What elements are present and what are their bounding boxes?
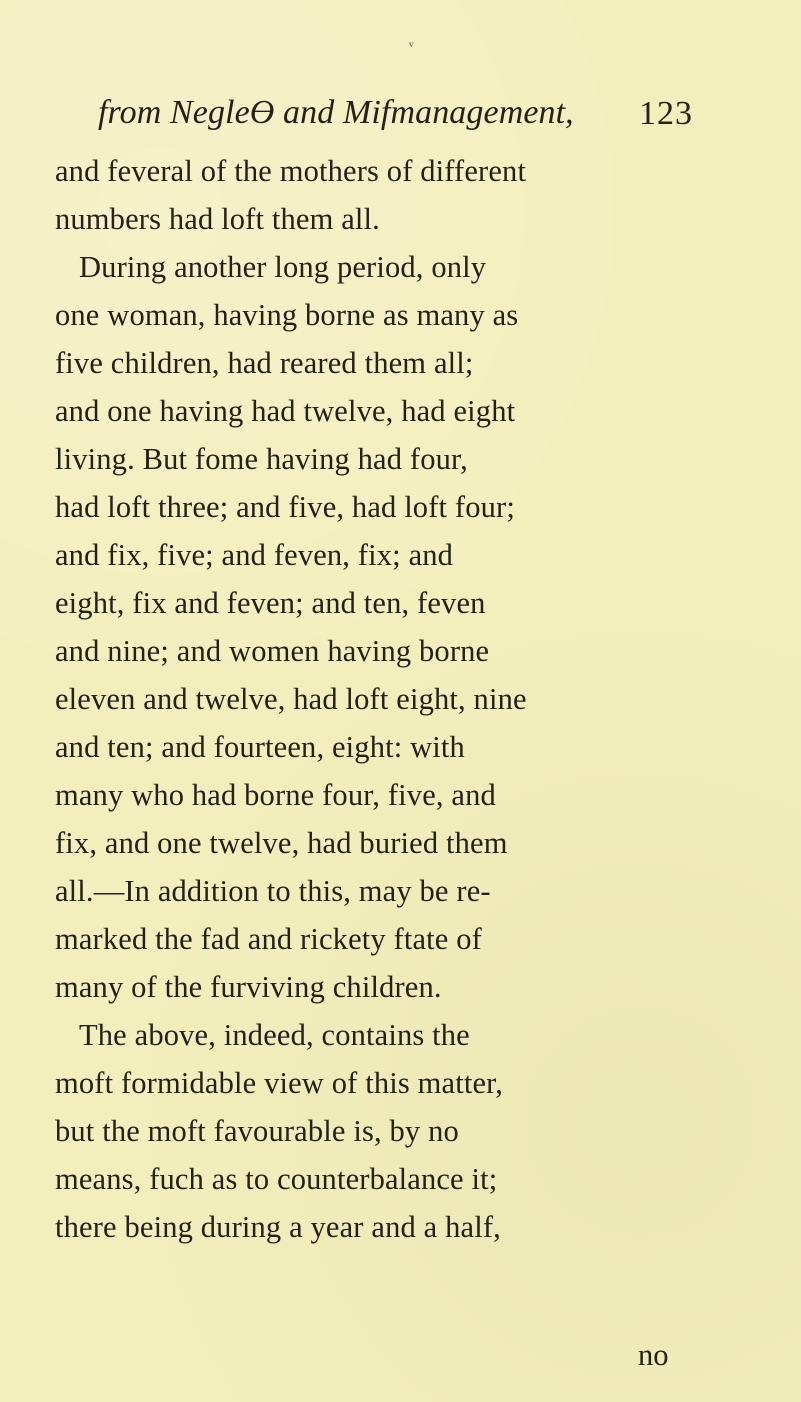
text-line: many of the furviving children. [55, 970, 442, 1004]
text-line: many who had borne four, five, and [55, 778, 496, 812]
text-line: living. But fome having had four, [55, 442, 468, 476]
text-line: all.—In addition to this, may be re- [55, 874, 491, 908]
text-line: there being during a year and a half, [55, 1210, 501, 1244]
running-head-title: from NegleƟ and Mifmanagement, [98, 94, 574, 131]
text-line: had loft three; and five, had loft four; [55, 490, 515, 524]
text-line: one woman, having borne as many as [55, 298, 519, 332]
text-line: means, fuch as to counterbalance it; [55, 1162, 498, 1196]
page-number: 123 [639, 95, 693, 132]
text-line: fix, and one twelve, had buried them [55, 826, 508, 860]
text-line: The above, indeed, contains the [79, 1018, 470, 1052]
text-line: and one having had twelve, had eight [55, 394, 516, 428]
running-head [98, 86, 748, 140]
text-line: and nine; and women having borne [55, 634, 490, 668]
text-line: moft formidable view of this matter, [55, 1066, 504, 1100]
text-line: and feveral of the mothers of different [55, 154, 527, 188]
body-text [55, 149, 767, 1379]
text-line: but the moft favourable is, by no [55, 1114, 459, 1148]
catchword: no [638, 1338, 669, 1372]
text-line: eight, fix and feven; and ten, feven [55, 586, 486, 620]
text-line: During another long period, only [79, 250, 487, 284]
text-line: numbers had loft them all. [55, 202, 380, 236]
text-line: and ten; and fourteen, eight: with [55, 730, 465, 764]
text-line: and fix, five; and feven, fix; and [55, 538, 454, 572]
text-line: five children, had reared them all; [55, 346, 474, 380]
text-line: marked the fad and rickety ftate of [55, 922, 482, 956]
text-line: eleven and twelve, had loft eight, nine [55, 682, 527, 716]
page-mark: ᵛ [409, 39, 414, 55]
